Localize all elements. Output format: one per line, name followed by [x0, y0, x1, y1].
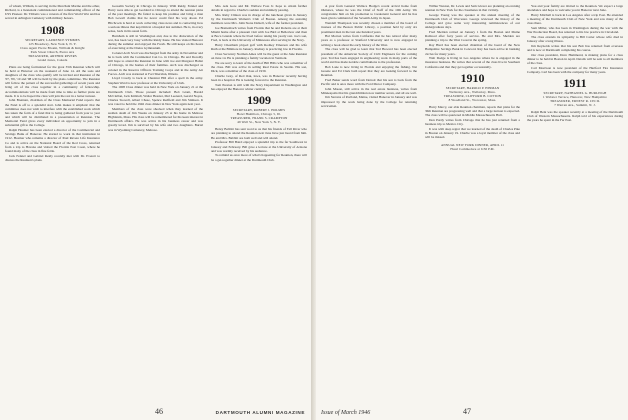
column-text: Harry Marcy, our able Reunion chairman, reports that plans for the 36th Reunion are progressing well and that a large turnout is expected. The class will be quartered in Middle Massachusetts Hall.: [425, 104, 520, 118]
event-subtitle: Hotel Commodore at 6:30 P.M.: [450, 146, 495, 151]
right-footer: [321, 408, 471, 417]
page-number: 46: [155, 407, 163, 416]
column-text: Colonel Arch Scott was discharged from the army in November and he is back with the Continental Can Co. in Chicago. He and Dorothy still hope to attend the Reunion in June with Joe and Margaret Hallet of Chicago, in the homes of their families. Arch was discharged as colonel in the Reserve Officers Training Corps and in the Army Air Forces. Arch was stationed at Fort Sheridan, Illinois.: [108, 50, 203, 76]
column-text: Members of the class were shocked when they learned of the sudden death of Jim Weeks on January 23 at his home in Melrose Highlands, Mass. His class will be remembered for his keen interest in Dartmouth affairs. He was active in his business career and was greatly loved. Jim is survived by his wife and two daughters. Burial was in Wyoming Cemetery, Melrose.: [108, 106, 203, 132]
column-text: Burnham is still in Washington and, due to the dislocation of the war, has been very busy with the Reidy Kane. He has visited Hanover during the summer and enjoyed the Fresh. He still keeps on his hours of exercising at the Dreiss Gymnasium.: [108, 33, 203, 51]
column-1: [5, 4, 100, 400]
column-text: Walt Dodge is living in Los Angeles where he is engaged in the insurance business. He writes that several of the class live in Southern California and that they get together occasionally.: [425, 56, 520, 69]
column-text: The class extends its sympathy to Bill Carter whose wife died in January after a long illness.: [527, 34, 623, 44]
left-page: [0, 0, 312, 420]
column-text: Mrs. Ada Gore and Mr. Wallace Foss Jr. hope to obtain further details in regard to Charlie's sudden and untimely passing.: [211, 4, 307, 13]
column-text: Harry Mitchell is back in Los Angeles after a trip East. He attended a meeting of the Dartmouth Club of New York and saw many of the class there.: [527, 12, 623, 26]
issue-label: Issue of March 1946: [321, 410, 371, 416]
class-year-heading: 1908: [40, 22, 65, 37]
class-address: 125 Broadway, New York 6, N. Y.: [28, 41, 77, 46]
column-5: [425, 4, 520, 400]
column-3: [211, 4, 307, 400]
column-text: Carl Morrison is now president of the Hartford Fire Insurance Company. Carl has been with the company for many years.: [527, 65, 623, 74]
class-address: Hotel Hamilton, Chicago 5, Ill.: [236, 112, 282, 117]
class-secretary: SECRETARY, HAROLD P. HINMAN: [445, 85, 500, 90]
class-treasurer: TREASURER, ERNEST R. CECIL: [550, 99, 600, 104]
page-number: 47: [463, 407, 471, 416]
class-treasurer: TREASURER, ARTHUR RIVERS: [28, 53, 77, 58]
class-year-heading: 1910: [460, 70, 485, 85]
column-4: [321, 4, 417, 400]
column-text: Hal Morton writes from California that he has retired after many years as a professor at Stanford University and is now engaged in writing a book about the early history of the West.: [321, 34, 417, 47]
column-text: The 1908 Class dinner was held in New York on January 21 at the Dartmouth Club. Those present included: Bob Grant, Harold McClellan, Jack Kimball, Walter Hessler, Mel Leonard, Gerald Noyes, Charles Stowell, Albert Chase, Spence Redfield and Jim Stimson. It was voted to hold the 1946 class dinner in New York again next year.: [108, 85, 203, 106]
column-text: Fred Baker sends word from Detroit that his son is back from the Pacific and is once more with the Ford Motor Company.: [321, 77, 417, 86]
right-page: [316, 0, 628, 420]
column-text: Fred Sheldon retired on January 1 from the Boston and Maine Railroad after forty years of service. He and Mrs. Sheldon are planning a trip to the West Coast in the spring.: [425, 30, 520, 43]
column-text: Professor Bill Baird enjoyed a splendid trip to the far Southwest in January and February. Bill gave a lecture at the University of Arizona and was warmly received by his audience.: [211, 140, 307, 153]
column-text: Tom Preston is still with the Navy Department in Washington and has enjoyed the Hanover winter carnival.: [211, 82, 307, 92]
column-text: Jim Reynolds writes that his son Bob has returned from overseas and is now at Dartmouth completing his course.: [527, 43, 623, 52]
class-treasurer-address: 8 Woodland St., Worcester, Mass.: [448, 97, 497, 102]
column-text: Lloyd Crosby is back at Chestnut Hill after a spell in the army. Stephen Ward is now professor at the University of Utah.: [108, 76, 203, 85]
column-text: You and your family are invited to the Reunion. We expect a large attendance and hope to welcome you in Hanover next June.: [527, 4, 623, 13]
column-text: We are sorry to learn of the death of Bill Hills who was a member of the class. Bill was active in selling Real Estate in Seattle. His son, Dick, was a member of the class of 1939.: [211, 61, 307, 74]
class-secretary: SECRETARY, NATHANIEL G. BURLEIGH: [543, 91, 607, 96]
class-treasurer-address: 7 Warren Ave., Summit, N. J.: [554, 103, 596, 108]
class-secretary: SECRETARY, LAURENCE SYMMES: [25, 37, 80, 42]
column-text: Ray Hurd has been elected chairman of the board of the New Hampshire Savings Bank in Concord. Ray has been active in banking circles for many years.: [425, 43, 520, 56]
class-address: Wellesley Ave., Wellesley, Mass.: [449, 89, 496, 94]
column-text: George Young was the speaker at the annual meeting of the Dartmouth Club of Worcester. George reviewed the history of the College and gave some very interesting reminiscences of our undergraduate days.: [425, 12, 520, 30]
class-year-heading: 1911: [563, 76, 587, 91]
class-treasurer-address: 49 Wall St., New York 5, N. Y.: [237, 120, 281, 125]
column-text: A year from General Wallace Hodge's recent arrival home from Okinawa, where he was the Chief of Staff of the 10th Army. We congratulate him on his promotion to Lieutenant General and he has been given command of the Seventh Army in Japan.: [321, 4, 417, 21]
column-text: Gosselin Society in Chicago in January. With Reidy, Fennel and Harry were able to get Goddard to Chicago to attend the reunion plans of the past meetings. He failed to keep his promise and bring a man Bob Lowell claims that he never could find his way about. Ed Hitchcock is hard at work collecting class news and is contacting how a serious illness that kept him in a hospital last summer. He is, in every sense, back in his usual form.: [108, 4, 203, 33]
column-text: Ralph Bent was the speaker recently at a meeting of the Dartmouth Club of Western Massachusetts. Ralph told of his experiences during the years he spent in the Far East.: [527, 110, 623, 123]
column-text: Wilbur Weston, Dr. Lewis and Sam Glover are planning an evening reunion in New York for the classmates in that vicinity.: [425, 4, 520, 13]
column-2: [108, 4, 203, 400]
column-text: Wendell Thompson was recently chosen a member of the board of trustees of the Boston Public Library, a position held by only six prominent men in the last one hundred years.: [321, 21, 417, 34]
column-text: Our class president, Dave Hammond, is making plans for a class dinner to be held in Boston in April. Details will be sent to all members of the class.: [527, 52, 623, 65]
column-text: Charlie Gray, of Red Oak, Iowa, was in Hanover recently having been in a hospital. He is looking forward to the Reunion.: [211, 74, 307, 83]
column-text: Plans are being formulated for the great 35th Reunion which will be held at Hanover on the weekend of June 14. All the sons and daughters of the class who qualify will be invited and Reunion of the '07, '09, '10 and '08 will be held by the plans committee. The Reunion will follow the pattern of the successful gatherings of recent years and bring all of the class together in a community of fellowship. Accommodations will be made from time to time as further plans are made. It is to be hoped the class will join the rest in a better turnout.: [5, 64, 100, 98]
left-footer: [155, 408, 305, 417]
class-secretary: SECRETARY, ROBERT J. HOLMES: [232, 108, 286, 113]
column-text: John Mason, still active in the real estate business, writes from Minneapolis that his grandchildren now number seven, and all are well.: [321, 86, 417, 95]
column-text: Jack Fennel and Gabriel Reidy recently met with Dr. Everett to discuss the Reunion's plans.: [5, 153, 100, 162]
magazine-title: DARTMOUTH ALUMNI MAGAZINE: [215, 410, 305, 415]
class-agent-address: Park Street Church, Pierre Ave: [30, 49, 75, 54]
column-text: Jim Stevens of Portland, Maine, visited Hanover in January and was impressed by the work being done by the College for returning servicemen.: [321, 95, 417, 108]
class-agent: Class Agent Pierre Blouin, William & Knight: [20, 45, 85, 50]
class-address: 1 Webster Terrace, Hanover, New Hampshire: [543, 95, 607, 100]
column-text: Joe Breitenbach writes from Florida that he and Roberta are at their Miami home after a pleasant visit with Joe Bird at Belleview and then at Boca Grande where he lived before taking his yearly rest. Joe's son, Fred, is back at the University of Minnesota after serving in the Navy.: [211, 25, 307, 43]
column-6: [527, 4, 623, 400]
column-text: Henry Babbitt has sent word to us that his friends of Fall River who are planning to attend the Reunion next June have just heard from him. He and Mrs. Babbitt are both well and will attend.: [211, 127, 307, 140]
column-text: Harry Cheatham played golf with Rodney Emerson and his wife Ruth at the Biltmore in January. Rodney is practicing law in Florida.: [211, 43, 307, 52]
column-text: John Brennan, chairman of the Class Memorial Fund reports that the Fund is off to a splendid start. John makes it emphatic that the committee does not wish to interfere with the established work which has taken the form of a fund that is being gathered from year to year and which will be distributed in a presentation at Reunion. The Memorial Fund gives every individual an opportunity to join in a substantial gift to the College.: [5, 98, 100, 128]
column-text: Don Purdy writes from Chicago that he has just returned from a business trip to Mexico City.: [425, 117, 520, 126]
column-text: Mrs. Ruby Clinton was in charge of the luncheon given in January by the Dartmouth Women's Club of Boston. Among the assisting members were Mrs. John Stone Dalzell, wife of the former president.: [211, 12, 307, 26]
column-text: Class Secretary Norman Ames will be the guest at the June Reunion on June 14. He is planning a family vacation in Vermont.: [211, 52, 307, 61]
class-treasurer: TREASURER, CLIFFORD B. COTTON: [443, 93, 502, 98]
class-year-heading: 1909: [247, 93, 271, 108]
column-text: It was with deep regret that we learned of the death of Charles Pike in Boston on January 19. Charlie was a loyal member of the class and will be missed.: [425, 126, 520, 139]
column-text: To remind us once more of what's happening for Reunion, there will be a get-together dinner at the Dartmouth Club.: [211, 153, 307, 162]
column-text: Ralph Hosmer has been elected a director of the Commercial and Savings Bank of Hanover. He started to work in that institution in 1912. Hosmer who remains a director of Paul Revere Life Insurance Co and is active on the National Board of the Red Cross, returned from a trip to Havana and visited the Florida East Coast, where he found many of the class in fine fettle.: [5, 128, 100, 153]
column-text: Bob Lane is now living in Florida and enjoying the fishing. Nat Greene and Ed Clark both report that they are looking forward to the Reunion.: [321, 64, 417, 77]
column-text: of whom, William, is serving in the Merchant Marine and the other, Richard, is a lieutenant commissioned and commanding officer of the USS Pioneer. Dr. Tibbetts was a veteran of the first World War and has served in Arlington Cemetery with military honors.: [5, 4, 100, 21]
class-treasurer: TREASURER, FRANK S. CRAMPTON: [230, 116, 288, 121]
column-text: Sam Miller, who has been in Washington during the war with the War Production Board, has returned to his law practice in Cleveland.: [527, 25, 623, 35]
class-treasurer-address: Grand Jones, Canada: [37, 57, 68, 62]
event-title: ANNUAL NEW YORK DINNER, APRIL 11: [440, 142, 505, 147]
column-text: The class will be glad to learn that Ted Howard has been elected president of the American Society of Civil Engineers for the coming year. Ted has been engaged in engineering work in many parts of the world and has made notable contributions to the profession.: [321, 47, 417, 64]
